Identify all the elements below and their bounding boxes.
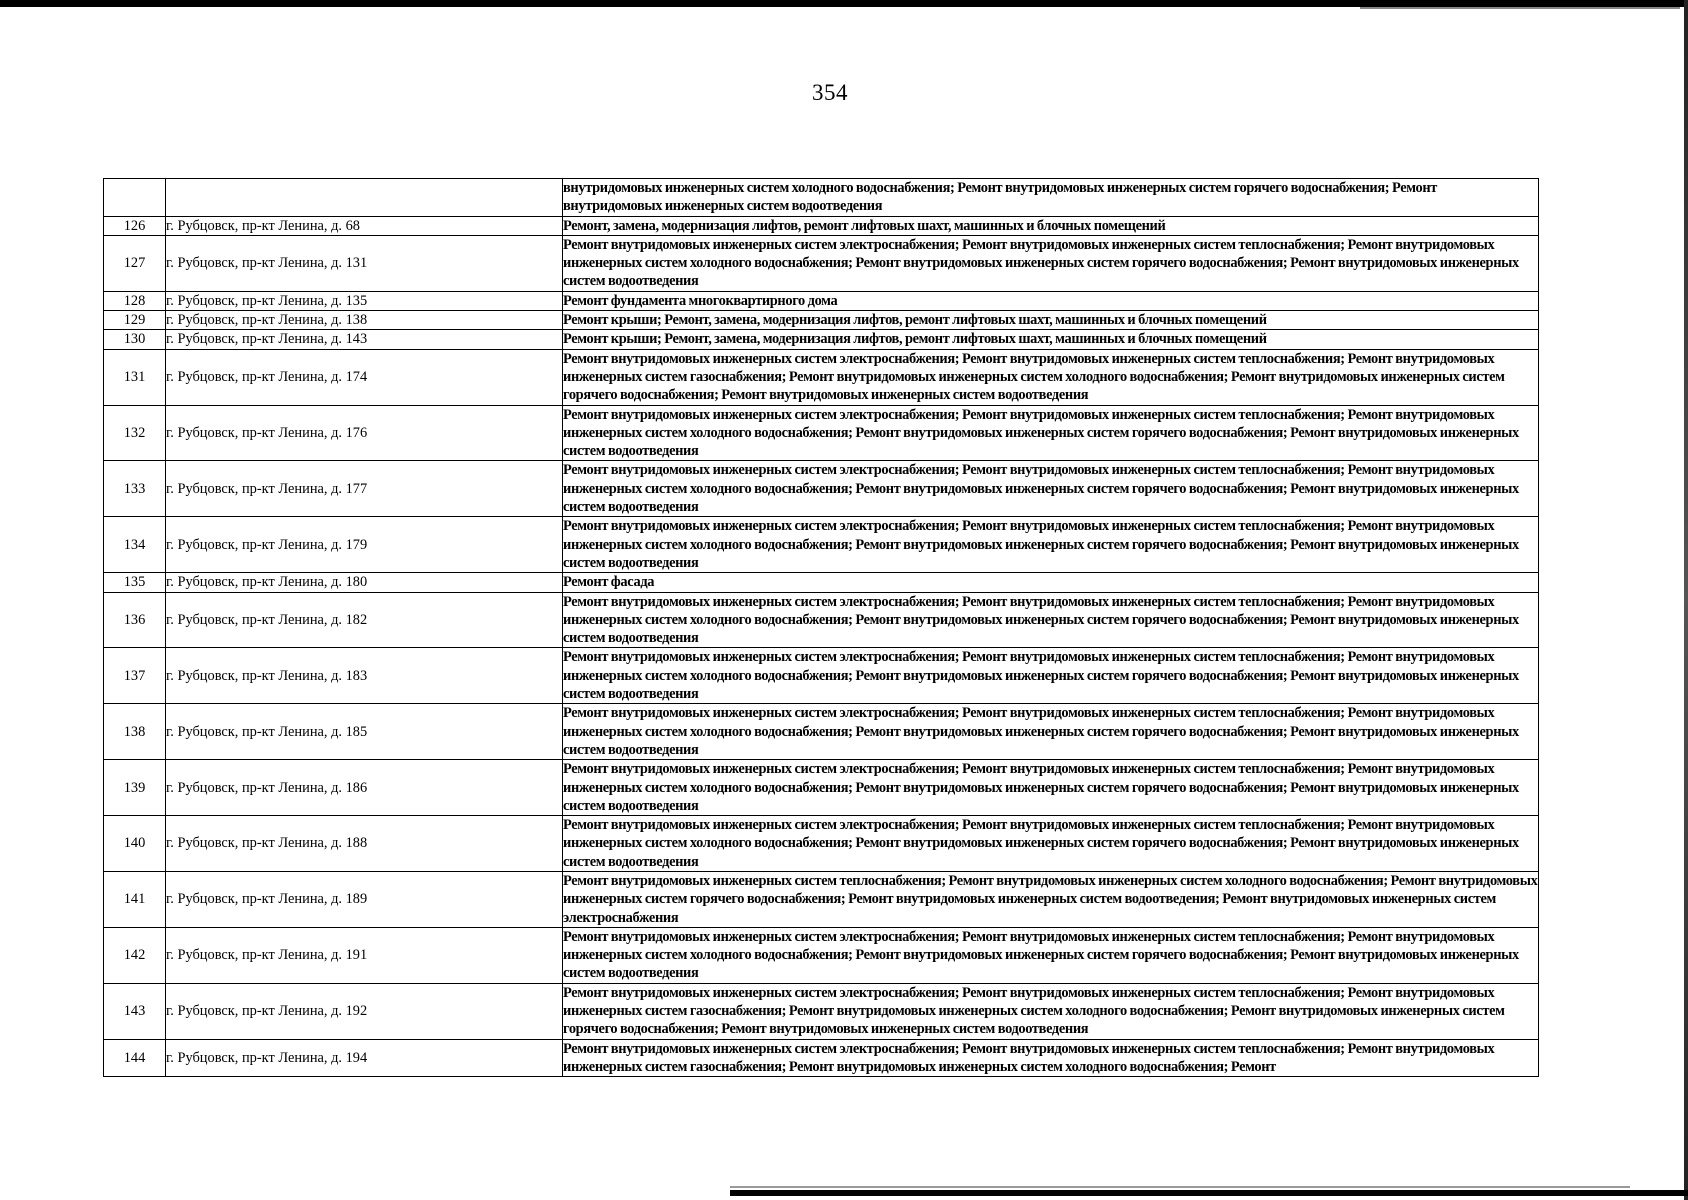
scan-top-border (0, 0, 1688, 7)
row-works: Ремонт внутридомовых инженерных систем электроснабжения; Ремонт внутридомовых инженерных систем теплоснабжения; Ремонт внутридомовых инженерных систем холодного водоснабжения; Ремонт внутридомовых инженерных систем горячего водоснабжения; Ремонт внутридомовых инженерных систем водоотведения (563, 927, 1539, 983)
row-address: г. Рубцовск, пр-кт Ленина, д. 174 (166, 349, 563, 405)
row-address: г. Рубцовск, пр-кт Ленина, д. 182 (166, 592, 563, 648)
row-number: 130 (104, 330, 166, 349)
repair-works-table (103, 178, 1539, 1077)
table-row (104, 871, 1539, 927)
row-number: 137 (104, 648, 166, 704)
row-number: 136 (104, 592, 166, 648)
row-number: 132 (104, 405, 166, 461)
row-number: 135 (104, 573, 166, 592)
row-works: Ремонт внутридомовых инженерных систем электроснабжения; Ремонт внутридомовых инженерных систем теплоснабжения; Ремонт внутридомовых инженерных систем газоснабжения; Ремонт внутридомовых инженерных систем холодного водоснабжения; Ремонт (563, 1039, 1539, 1077)
row-works: внутридомовых инженерных систем холодного водоснабжения; Ремонт внутридомовых инженерных систем горячего водоснабжения; Ремонт внутридомовых инженерных систем водоотведения (563, 179, 1539, 217)
row-works: Ремонт внутридомовых инженерных систем электроснабжения; Ремонт внутридомовых инженерных систем теплоснабжения; Ремонт внутридомовых инженерных систем газоснабжения; Ремонт внутридомовых инженерных систем холодного водоснабжения; Ремонт внутридомовых инженерных систем горячего водоснабжения; Ремонт внутридомовых инженерных систем водоотведения (563, 349, 1539, 405)
row-address: г. Рубцовск, пр-кт Ленина, д. 186 (166, 760, 563, 816)
row-number: 143 (104, 983, 166, 1039)
row-number: 133 (104, 461, 166, 517)
table-row (104, 760, 1539, 816)
row-works: Ремонт внутридомовых инженерных систем электроснабжения; Ремонт внутридомовых инженерных систем теплоснабжения; Ремонт внутридомовых инженерных систем холодного водоснабжения; Ремонт внутридомовых инженерных систем горячего водоснабжения; Ремонт внутридомовых инженерных систем водоотведения (563, 704, 1539, 760)
row-number: 144 (104, 1039, 166, 1077)
row-works: Ремонт внутридомовых инженерных систем электроснабжения; Ремонт внутридомовых инженерных систем теплоснабжения; Ремонт внутридомовых инженерных систем холодного водоснабжения; Ремонт внутридомовых инженерных систем горячего водоснабжения; Ремонт внутридомовых инженерных систем водоотведения (563, 816, 1539, 872)
row-address: г. Рубцовск, пр-кт Ленина, д. 68 (166, 216, 563, 235)
row-address (166, 179, 563, 217)
scan-top-border-thin (1360, 7, 1680, 9)
table-row (104, 1039, 1539, 1077)
row-works: Ремонт внутридомовых инженерных систем электроснабжения; Ремонт внутридомовых инженерных систем теплоснабжения; Ремонт внутридомовых инженерных систем холодного водоснабжения; Ремонт внутридомовых инженерных систем горячего водоснабжения; Ремонт внутридомовых инженерных систем водоотведения (563, 592, 1539, 648)
table-row (104, 648, 1539, 704)
table-row (104, 927, 1539, 983)
row-address: г. Рубцовск, пр-кт Ленина, д. 191 (166, 927, 563, 983)
row-number: 140 (104, 816, 166, 872)
row-address: г. Рубцовск, пр-кт Ленина, д. 192 (166, 983, 563, 1039)
table-row (104, 216, 1539, 235)
row-address: г. Рубцовск, пр-кт Ленина, д. 185 (166, 704, 563, 760)
row-works: Ремонт крыши; Ремонт, замена, модернизация лифтов, ремонт лифтовых шахт, машинных и блочных помещений (563, 330, 1539, 349)
row-works: Ремонт внутридомовых инженерных систем электроснабжения; Ремонт внутридомовых инженерных систем теплоснабжения; Ремонт внутридомовых инженерных систем газоснабжения; Ремонт внутридомовых инженерных систем холодного водоснабжения; Ремонт внутридомовых инженерных систем горячего водоснабжения; Ремонт внутридомовых инженерных систем водоотведения (563, 983, 1539, 1039)
row-number: 129 (104, 311, 166, 330)
row-address: г. Рубцовск, пр-кт Ленина, д. 138 (166, 311, 563, 330)
table-row (104, 573, 1539, 592)
row-number: 139 (104, 760, 166, 816)
table-row (104, 235, 1539, 291)
row-address: г. Рубцовск, пр-кт Ленина, д. 180 (166, 573, 563, 592)
row-works: Ремонт фасада (563, 573, 1539, 592)
row-works: Ремонт внутридомовых инженерных систем электроснабжения; Ремонт внутридомовых инженерных систем теплоснабжения; Ремонт внутридомовых инженерных систем холодного водоснабжения; Ремонт внутридомовых инженерных систем горячего водоснабжения; Ремонт внутридомовых инженерных систем водоотведения (563, 461, 1539, 517)
row-number: 138 (104, 704, 166, 760)
row-address: г. Рубцовск, пр-кт Ленина, д. 131 (166, 235, 563, 291)
row-works: Ремонт внутридомовых инженерных систем теплоснабжения; Ремонт внутридомовых инженерных систем холодного водоснабжения; Ремонт внутридомовых инженерных систем горячего водоснабжения; Ремонт внутридомовых инженерных систем водоотведения; Ремонт внутридомовых инженерных систем электроснабжения (563, 872, 1538, 926)
page-number: 354 (812, 80, 848, 105)
table-row (104, 816, 1539, 872)
table-row (104, 592, 1539, 648)
row-number: 126 (104, 216, 166, 235)
row-address: г. Рубцовск, пр-кт Ленина, д. 189 (166, 871, 563, 927)
table-row (104, 311, 1539, 330)
row-number: 128 (104, 291, 166, 310)
row-works: Ремонт внутридомовых инженерных систем электроснабжения; Ремонт внутридомовых инженерных систем теплоснабжения; Ремонт внутридомовых инженерных систем холодного водоснабжения; Ремонт внутридомовых инженерных систем горячего водоснабжения; Ремонт внутридомовых инженерных систем водоотведения (563, 760, 1539, 816)
row-address: г. Рубцовск, пр-кт Ленина, д. 188 (166, 816, 563, 872)
row-works: Ремонт, замена, модернизация лифтов, ремонт лифтовых шахт, машинных и блочных помещений (563, 216, 1539, 235)
row-works: Ремонт крыши; Ремонт, замена, модернизация лифтов, ремонт лифтовых шахт, машинных и блочных помещений (563, 311, 1539, 330)
table-row (104, 704, 1539, 760)
table-row (104, 179, 1539, 217)
row-address: г. Рубцовск, пр-кт Ленина, д. 179 (166, 517, 563, 573)
row-address: г. Рубцовск, пр-кт Ленина, д. 183 (166, 648, 563, 704)
row-address: г. Рубцовск, пр-кт Ленина, д. 177 (166, 461, 563, 517)
table-row (104, 330, 1539, 349)
row-address: г. Рубцовск, пр-кт Ленина, д. 176 (166, 405, 563, 461)
row-number: 134 (104, 517, 166, 573)
row-number: 131 (104, 349, 166, 405)
row-works: Ремонт внутридомовых инженерных систем электроснабжения; Ремонт внутридомовых инженерных систем теплоснабжения; Ремонт внутридомовых инженерных систем холодного водоснабжения; Ремонт внутридомовых инженерных систем горячего водоснабжения; Ремонт внутридомовых инженерных систем водоотведения (563, 517, 1539, 573)
row-works: Ремонт внутридомовых инженерных систем электроснабжения; Ремонт внутридомовых инженерных систем теплоснабжения; Ремонт внутридомовых инженерных систем холодного водоснабжения; Ремонт внутридомовых инженерных систем горячего водоснабжения; Ремонт внутридомовых инженерных систем водоотведения (563, 405, 1539, 461)
table-row (104, 349, 1539, 405)
row-works: Ремонт внутридомовых инженерных систем электроснабжения; Ремонт внутридомовых инженерных систем теплоснабжения; Ремонт внутридомовых инженерных систем холодного водоснабжения; Ремонт внутридомовых инженерных систем горячего водоснабжения; Ремонт внутридомовых инженерных систем водоотведения (563, 648, 1539, 704)
table-body (104, 179, 1539, 1077)
row-address: г. Рубцовск, пр-кт Ленина, д. 143 (166, 330, 563, 349)
table-row (104, 291, 1539, 310)
scan-bottom-border-thin (730, 1186, 1630, 1188)
scan-right-edge (1684, 0, 1688, 1200)
row-number: 141 (104, 871, 166, 927)
table-row (104, 405, 1539, 461)
table-row (104, 517, 1539, 573)
row-works: Ремонт фундамента многоквартирного дома (563, 291, 1539, 310)
table-row (104, 983, 1539, 1039)
scan-bottom-border (730, 1190, 1688, 1196)
row-works: Ремонт внутридомовых инженерных систем электроснабжения; Ремонт внутридомовых инженерных систем теплоснабжения; Ремонт внутридомовых инженерных систем холодного водоснабжения; Ремонт внутридомовых инженерных систем горячего водоснабжения; Ремонт внутридомовых инженерных систем водоотведения (563, 235, 1539, 291)
row-number: 127 (104, 235, 166, 291)
row-address: г. Рубцовск, пр-кт Ленина, д. 135 (166, 291, 563, 310)
table-row (104, 461, 1539, 517)
row-number: 142 (104, 927, 166, 983)
row-address: г. Рубцовск, пр-кт Ленина, д. 194 (166, 1039, 563, 1077)
row-number (104, 179, 166, 217)
